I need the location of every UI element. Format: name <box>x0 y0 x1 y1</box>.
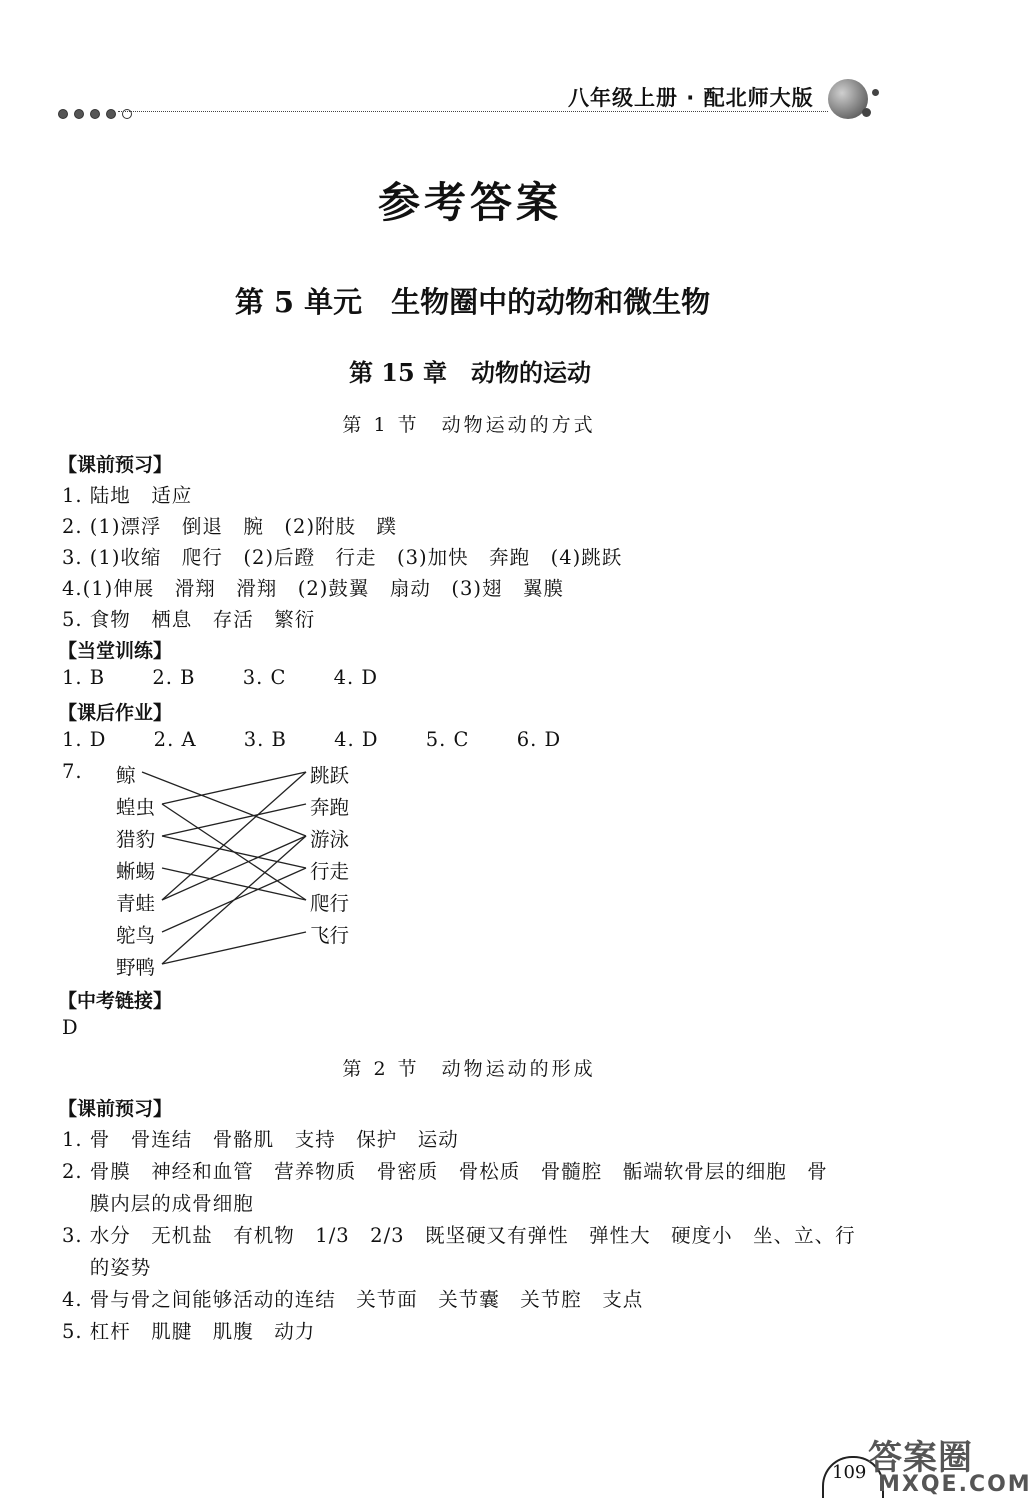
match-left-item: 猎豹 <box>116 828 156 851</box>
answer-line: 的姿势 <box>62 1256 152 1279</box>
homework-label: 【课后作业】 <box>58 702 173 724</box>
match-line <box>162 772 306 900</box>
match-line <box>162 804 306 836</box>
match-line <box>162 836 306 964</box>
answer-item: 4. D <box>334 728 379 751</box>
match-line <box>162 932 306 964</box>
match-left-item: 蝗虫 <box>116 796 156 819</box>
answer-line: 3. 水分 无机盐 有机物 1/3 2/3 既坚硬又有弹性 弹性大 硬度小 坐、立、行 <box>62 1224 856 1247</box>
page-number: 109 <box>832 1462 867 1483</box>
preview-label: 【课前预习】 <box>58 454 173 476</box>
page-title: 参考答案 <box>377 178 562 227</box>
answer-line: 5. 食物 栖息 存活 繁衍 <box>62 608 316 631</box>
match-left-item: 蜥蜴 <box>116 860 156 883</box>
answer-line: 4. 骨与骨之间能够活动的连结 关节面 关节囊 关节腔 支点 <box>62 1288 644 1311</box>
answer-item: 6. D <box>516 728 562 751</box>
chapter-heading: 第 15 章 动物的运动 <box>348 358 592 387</box>
unit-heading: 第 5 单元 生物圈中的动物和微生物 <box>234 285 711 319</box>
class-training-label: 【当堂训练】 <box>58 640 173 662</box>
match-right-item: 游泳 <box>310 828 350 851</box>
preview-label: 【课前预习】 <box>58 1098 173 1120</box>
answer-line: 1. 骨 骨连结 骨骼肌 支持 保护 运动 <box>62 1128 459 1151</box>
exam-answer: D <box>62 1016 79 1039</box>
answer-item: 3. B <box>243 728 287 751</box>
answer-line: 膜内层的成骨细胞 <box>62 1192 254 1215</box>
answer-line: 1. 陆地 适应 <box>62 484 193 507</box>
match-right-item: 行走 <box>310 860 350 883</box>
answer-item: 4. D <box>333 666 379 689</box>
watermark-url: MXQE.COM <box>878 1472 1032 1497</box>
match-left-item: 野鸭 <box>116 956 156 979</box>
exam-link-label: 【中考链接】 <box>58 990 173 1012</box>
section-heading: 第 2 节 动物运动的形成 <box>342 1058 596 1080</box>
answer-item: 2. B <box>152 666 196 689</box>
match-right-item: 飞行 <box>310 924 350 947</box>
match-right-item: 爬行 <box>310 892 350 915</box>
match-right-item: 奔跑 <box>310 796 350 819</box>
match-left-item: 鲸 <box>116 764 136 787</box>
answer-line: 4.(1)伸展 滑翔 滑翔 (2)鼓翼 扇动 (3)翅 翼膜 <box>62 577 564 600</box>
answer-item: 1. D <box>62 728 107 751</box>
match-right-item: 跳跃 <box>310 764 350 787</box>
answer-line: 5. 杠杆 肌腱 肌腹 动力 <box>62 1320 316 1343</box>
section-heading: 第 1 节 动物运动的方式 <box>342 414 596 436</box>
answer-line: 2. (1)漂浮 倒退 腕 (2)附肢 蹼 <box>62 515 398 538</box>
question-number: 7. <box>62 760 83 783</box>
answer-item: 3. C <box>242 666 287 689</box>
match-left-item: 青蛙 <box>116 892 156 915</box>
match-line <box>162 836 306 900</box>
match-line <box>142 772 306 836</box>
answer-item: 2. A <box>153 728 197 751</box>
watermark-logo: 答案圈 <box>868 1438 973 1478</box>
answer-line: 2. 骨膜 神经和血管 营养物质 骨密质 骨松质 骨髓腔 骺端软骨层的细胞 骨 <box>62 1160 828 1183</box>
header-title: 八年级上册 · 配北师大版 <box>568 86 814 110</box>
match-line <box>162 868 306 900</box>
answer-item: 1. B <box>62 666 106 689</box>
match-line <box>162 836 306 868</box>
answer-item: 5. C <box>425 728 470 751</box>
answer-line: 3. (1)收缩 爬行 (2)后蹬 行走 (3)加快 奔跑 (4)跳跃 <box>62 546 623 569</box>
match-left-item: 鸵鸟 <box>116 924 156 947</box>
